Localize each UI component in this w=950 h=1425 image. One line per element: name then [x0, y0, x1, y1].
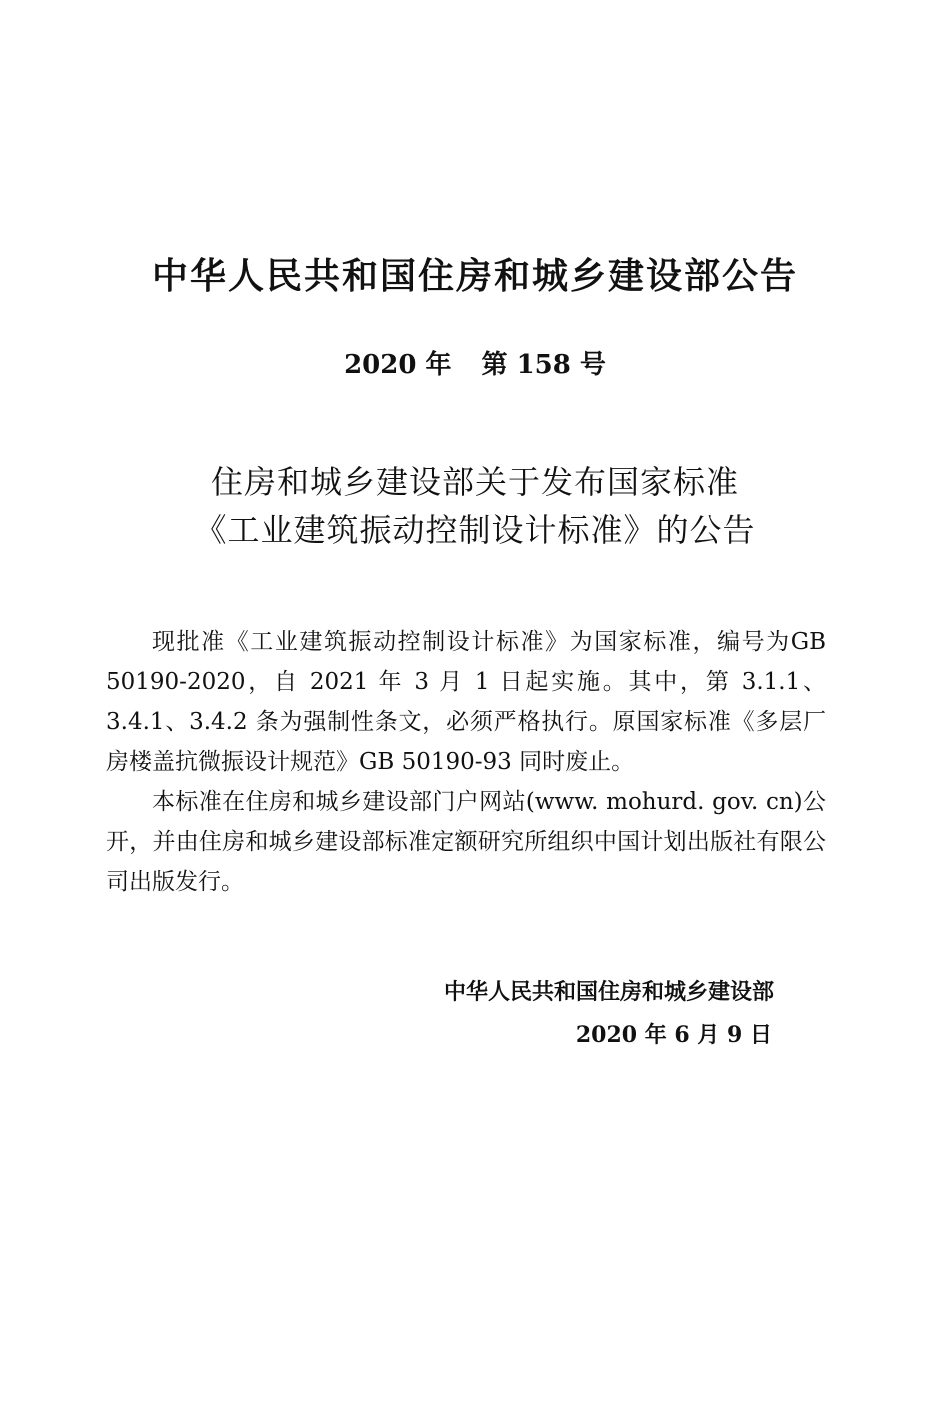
issue-number-line [0, 344, 950, 381]
announcement-subject [0, 458, 950, 554]
subject-line-1: 住房和城乡建设部关于发布国家标准 [210, 463, 739, 501]
subject-line-2: 《工业建筑振动控制设计标准》的公告 [194, 511, 756, 549]
announcement-body [106, 622, 826, 902]
issue-date: 2020 年 6 月 9 日 [575, 1022, 772, 1048]
issuer-name: 中华人民共和国住房和城乡建设部 [443, 980, 774, 1005]
body-paragraph-2: 本标准在住房和城乡建设部门户网站(www. mohurd. gov. cn)公开，并由住房和城乡建设部标准定额研究所组织中国计划出版社有限公司出版发行。 [106, 789, 826, 895]
issue-year: 2020 年 [344, 350, 452, 380]
issue-number: 第 158 号 [481, 350, 606, 380]
page-title: 中华人民共和国住房和城乡建设部公告 [151, 256, 798, 297]
body-paragraph-1: 现批准《工业建筑振动控制设计标准》为国家标准，编号为GB 50190-2020，自 2021 年 3 月 1 日起实施。其中，第 3.1.1、3.4.1、3.4.2 条为强制性条文，必须严格执行。原国家标准《多层厂房楼盖抗微振设计规范》GB 50190-93 同时废止。 [106, 629, 826, 775]
signature-block [444, 972, 774, 1056]
